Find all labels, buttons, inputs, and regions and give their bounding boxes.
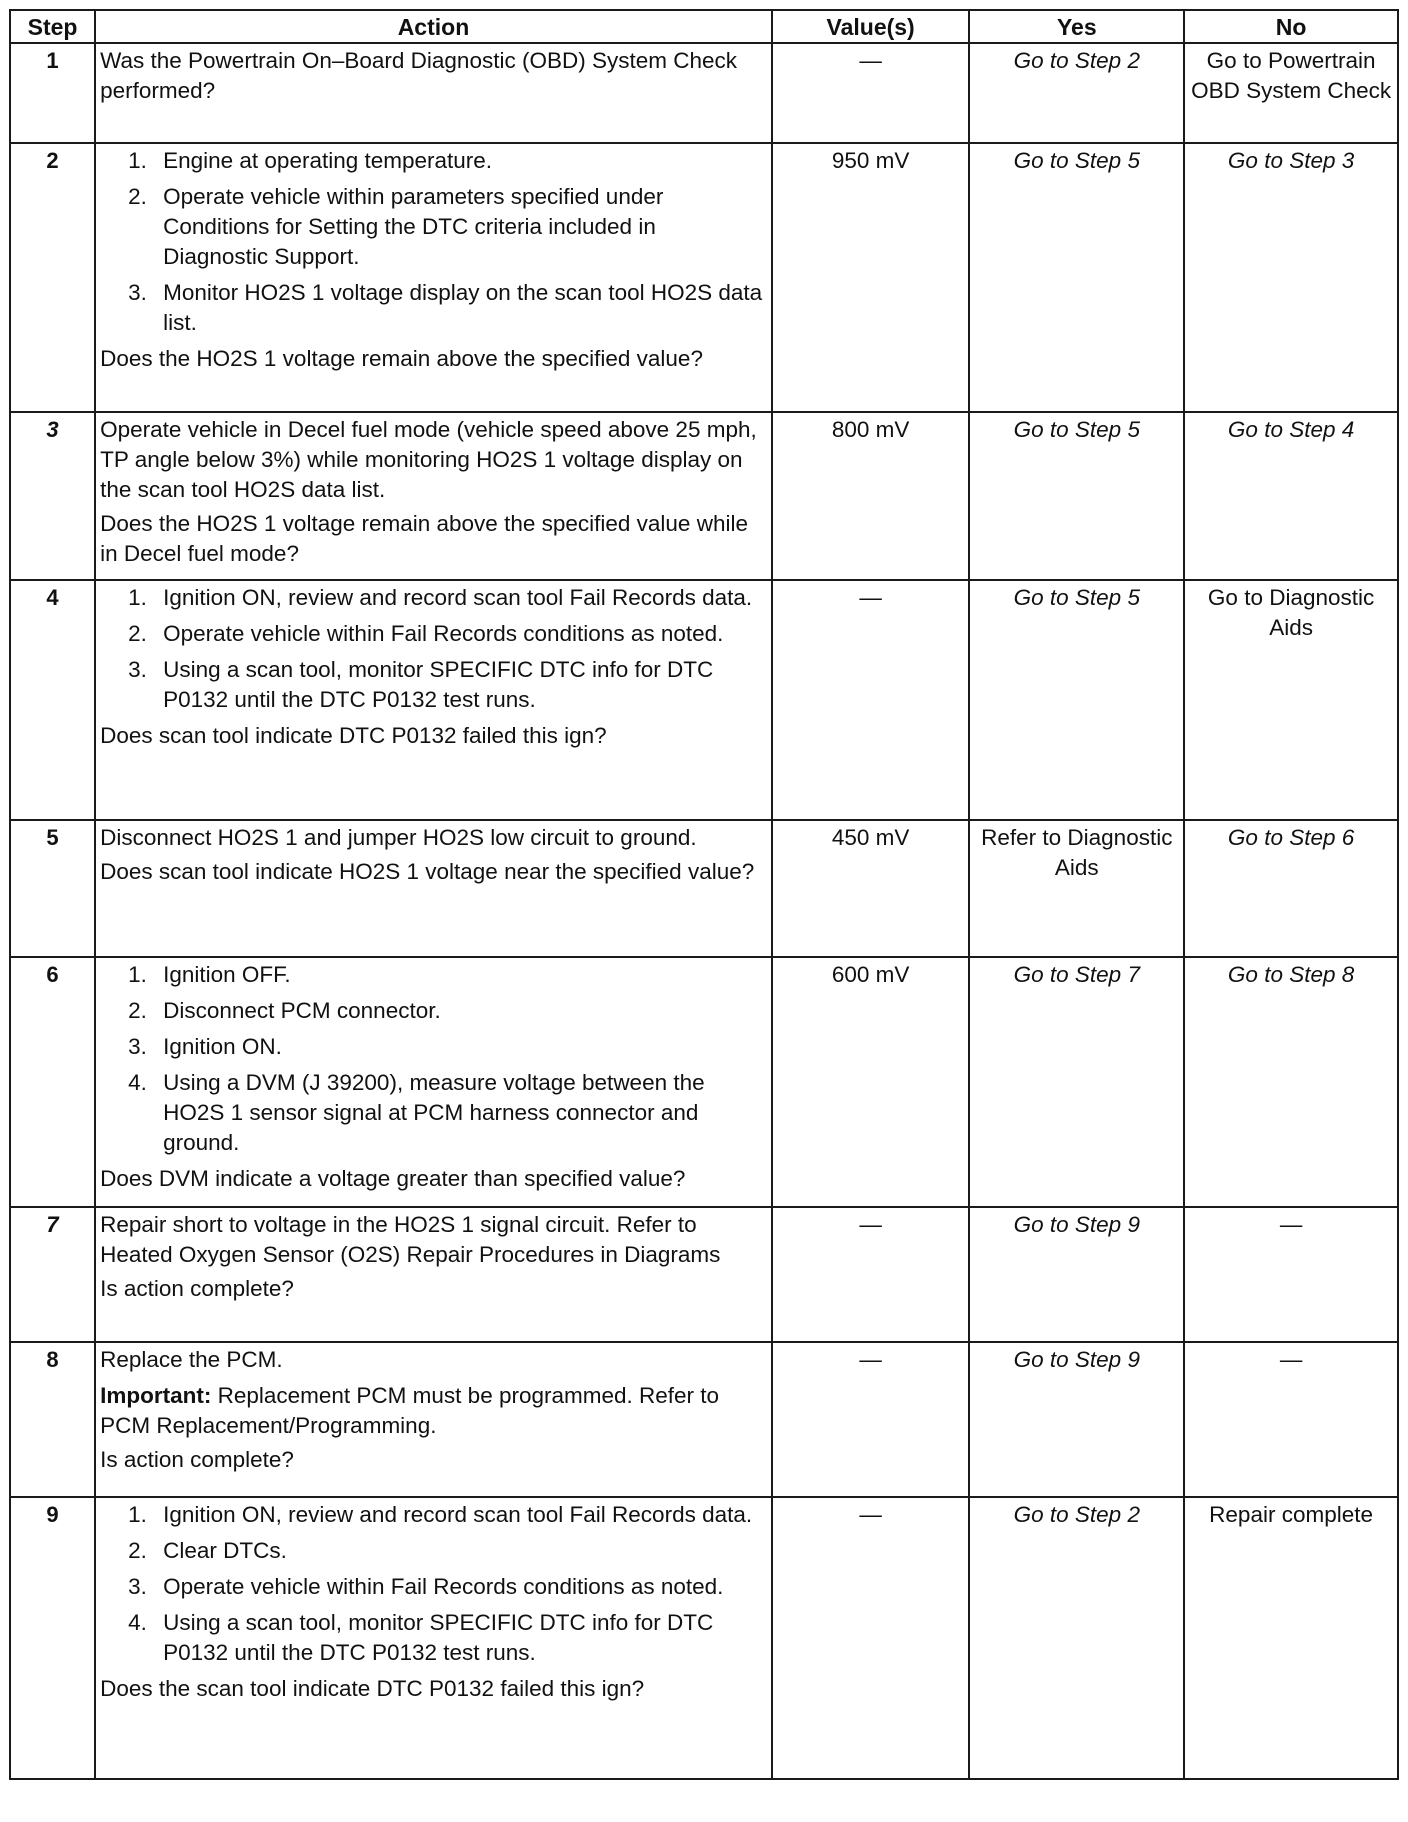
action-step: 1. Ignition ON, review and record scan tool Fail Records data. bbox=[128, 1502, 753, 1527]
action-question: Does DVM indicate a voltage greater than specified value? bbox=[100, 1166, 686, 1191]
action-cell bbox=[95, 1207, 772, 1342]
step-number: 7 bbox=[10, 1207, 95, 1342]
action-cell bbox=[95, 1342, 772, 1497]
action-steps bbox=[100, 1500, 767, 1668]
action-cell bbox=[95, 957, 772, 1207]
table-row bbox=[10, 43, 1398, 143]
header-no: No bbox=[1184, 10, 1398, 43]
action-text: Was the Powertrain On–Board Diagnostic (OBD) System Check performed? bbox=[100, 48, 737, 103]
step-number: 3 bbox=[10, 412, 95, 580]
no-cell: — bbox=[1184, 1342, 1398, 1497]
value-cell: 800 mV bbox=[772, 412, 970, 580]
no-cell: — bbox=[1184, 1207, 1398, 1342]
diagnostic-table bbox=[9, 9, 1399, 1780]
important-label: Important: bbox=[100, 1383, 212, 1408]
action-cell bbox=[95, 143, 772, 412]
action-text: Disconnect HO2S 1 and jumper HO2S low circuit to ground. bbox=[100, 825, 697, 850]
action-cell bbox=[95, 820, 772, 957]
value-cell: — bbox=[772, 1342, 970, 1497]
value-cell: — bbox=[772, 1207, 970, 1342]
no-cell: Go to Powertrain OBD System Check bbox=[1184, 43, 1398, 143]
action-text: Repair short to voltage in the HO2S 1 signal circuit. Refer to Heated Oxygen Sensor (O2S) Repair Procedures in Diagrams bbox=[100, 1212, 721, 1267]
header-action: Action bbox=[95, 10, 772, 43]
step-number: 1 bbox=[10, 43, 95, 143]
action-step: 3. Operate vehicle within Fail Records conditions as noted. bbox=[128, 1574, 724, 1599]
table-row bbox=[10, 580, 1398, 820]
step-number: 9 bbox=[10, 1497, 95, 1779]
action-question: Does scan tool indicate HO2S 1 voltage near the specified value? bbox=[100, 859, 755, 884]
action-question: Is action complete? bbox=[100, 1276, 294, 1301]
header-values: Value(s) bbox=[772, 10, 970, 43]
table-row bbox=[10, 957, 1398, 1207]
important-note bbox=[100, 1381, 767, 1441]
yes-cell: Go to Step 2 bbox=[969, 1497, 1184, 1779]
action-cell bbox=[95, 1497, 772, 1779]
step-number: 5 bbox=[10, 820, 95, 957]
yes-cell: Go to Step 9 bbox=[969, 1207, 1184, 1342]
action-question: Does the HO2S 1 voltage remain above the specified value? bbox=[100, 346, 703, 371]
action-step: 3. Using a scan tool, monitor SPECIFIC DTC info for DTC P0132 until the DTC P0132 test runs. bbox=[128, 657, 714, 712]
action-cell bbox=[95, 580, 772, 820]
important-text: Replacement PCM must be programmed. Refer to PCM Replacement/Programming. bbox=[100, 1383, 720, 1438]
yes-cell: Refer to Diagnostic Aids bbox=[969, 820, 1184, 957]
value-cell: 600 mV bbox=[772, 957, 970, 1207]
yes-cell: Go to Step 9 bbox=[969, 1342, 1184, 1497]
action-step: 2. Operate vehicle within parameters specified under Conditions for Setting the DTC criteria included in Diagnostic Support. bbox=[128, 184, 664, 269]
table-row bbox=[10, 412, 1398, 580]
action-steps bbox=[100, 146, 767, 338]
no-cell: Go to Step 4 bbox=[1184, 412, 1398, 580]
no-cell: Go to Step 3 bbox=[1184, 143, 1398, 412]
action-question: Does the scan tool indicate DTC P0132 failed this ign? bbox=[100, 1676, 645, 1701]
table-row bbox=[10, 1342, 1398, 1497]
no-cell: Repair complete bbox=[1184, 1497, 1398, 1779]
value-cell: 450 mV bbox=[772, 820, 970, 957]
yes-cell: Go to Step 7 bbox=[969, 957, 1184, 1207]
action-question: Does scan tool indicate DTC P0132 failed this ign? bbox=[100, 723, 607, 748]
action-step: 1. Engine at operating temperature. bbox=[128, 148, 493, 173]
table-row bbox=[10, 1497, 1398, 1779]
action-question: Is action complete? bbox=[100, 1447, 294, 1472]
header-yes: Yes bbox=[969, 10, 1184, 43]
action-text: Replace the PCM. bbox=[100, 1347, 283, 1372]
value-cell: — bbox=[772, 1497, 970, 1779]
table-row bbox=[10, 143, 1398, 412]
action-step: 2. Clear DTCs. bbox=[128, 1538, 287, 1563]
no-cell: Go to Diagnostic Aids bbox=[1184, 580, 1398, 820]
action-question: Does the HO2S 1 voltage remain above the specified value while in Decel fuel mode? bbox=[100, 511, 748, 566]
action-text: Operate vehicle in Decel fuel mode (vehicle speed above 25 mph, TP angle below 3%) while monitoring HO2S 1 voltage display on the scan tool HO2S data list. bbox=[100, 417, 757, 502]
value-cell: — bbox=[772, 580, 970, 820]
action-cell bbox=[95, 412, 772, 580]
action-step: 2. Disconnect PCM connector. bbox=[128, 998, 441, 1023]
value-cell: 950 mV bbox=[772, 143, 970, 412]
step-number: 8 bbox=[10, 1342, 95, 1497]
header-step: Step bbox=[10, 10, 95, 43]
step-number: 4 bbox=[10, 580, 95, 820]
table-row bbox=[10, 820, 1398, 957]
action-step: 3. Monitor HO2S 1 voltage display on the scan tool HO2S data list. bbox=[128, 280, 763, 335]
action-step: 4. Using a scan tool, monitor SPECIFIC DTC info for DTC P0132 until the DTC P0132 test runs. bbox=[128, 1610, 714, 1665]
yes-cell: Go to Step 2 bbox=[969, 43, 1184, 143]
action-step: 4. Using a DVM (J 39200), measure voltage between the HO2S 1 sensor signal at PCM harness connector and ground. bbox=[128, 1070, 705, 1155]
step-number: 2 bbox=[10, 143, 95, 412]
action-cell bbox=[95, 43, 772, 143]
action-step: 3. Ignition ON. bbox=[128, 1034, 282, 1059]
step-number: 6 bbox=[10, 957, 95, 1207]
table-row bbox=[10, 1207, 1398, 1342]
no-cell: Go to Step 8 bbox=[1184, 957, 1398, 1207]
value-cell: — bbox=[772, 43, 970, 143]
yes-cell: Go to Step 5 bbox=[969, 412, 1184, 580]
yes-cell: Go to Step 5 bbox=[969, 143, 1184, 412]
no-cell: Go to Step 6 bbox=[1184, 820, 1398, 957]
action-steps bbox=[100, 960, 767, 1158]
action-step: 1. Ignition OFF. bbox=[128, 962, 291, 987]
action-step: 2. Operate vehicle within Fail Records conditions as noted. bbox=[128, 621, 724, 646]
yes-cell: Go to Step 5 bbox=[969, 580, 1184, 820]
header-row bbox=[10, 10, 1398, 43]
action-steps bbox=[100, 583, 767, 715]
action-step: 1. Ignition ON, review and record scan tool Fail Records data. bbox=[128, 585, 753, 610]
